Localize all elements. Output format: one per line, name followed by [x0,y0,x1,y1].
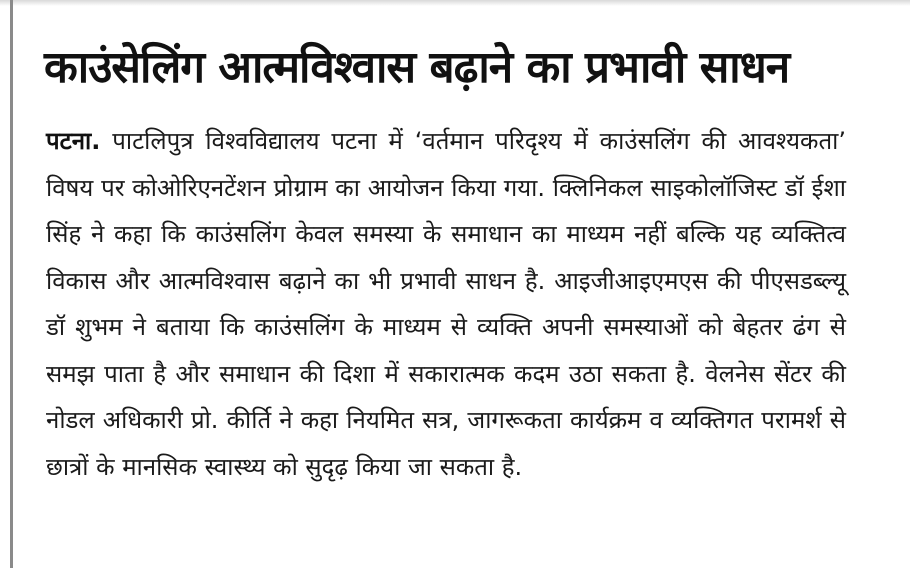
article-dateline: पटना. [46,127,101,155]
article-body [46,118,846,490]
column-rule [10,0,13,568]
article-text: पाटलिपुत्र विश्वविद्यालय पटना में ‘वर्तमान परिदृश्य में काउंसलिंग की आवश्यकता’ विषय पर कोओरिएनटेंशन प्रोग्राम का आयोजन किया गया. क्लिनिकल साइकोलॉजिस्ट डॉ ईशा सिंह ने कहा कि काउंसलिंग केवल समस्या के समाधान का माध्यम नहीं बल्कि यह व्यक्तित्व विकास और आत्मविश्वास बढ़ाने का भी प्रभावी साधन है. आइजीआइएमएस की पीएसडब्ल्यू डॉ शुभम ने बताया कि काउंसलिंग के माध्यम से व्यक्ति अपनी समस्याओं को बेहतर ढंग से समझ पाता है और समाधान की दिशा में सकारात्मक कदम उठा सकता है. वेलनेस सेंटर की नोडल अधिकारी प्रो. कीर्ति ने कहा नियमित सत्र, जागरूकता कार्यक्रम व व्यक्तिगत परामर्श से छात्रों के मानसिक स्वास्थ्य को सुदृढ़ किया जा सकता है. [46,127,846,481]
article-headline: काउंसेलिंग आत्मविश्वास बढ़ाने का प्रभावी साधन [44,42,790,93]
clipping-top-edge [0,0,910,6]
